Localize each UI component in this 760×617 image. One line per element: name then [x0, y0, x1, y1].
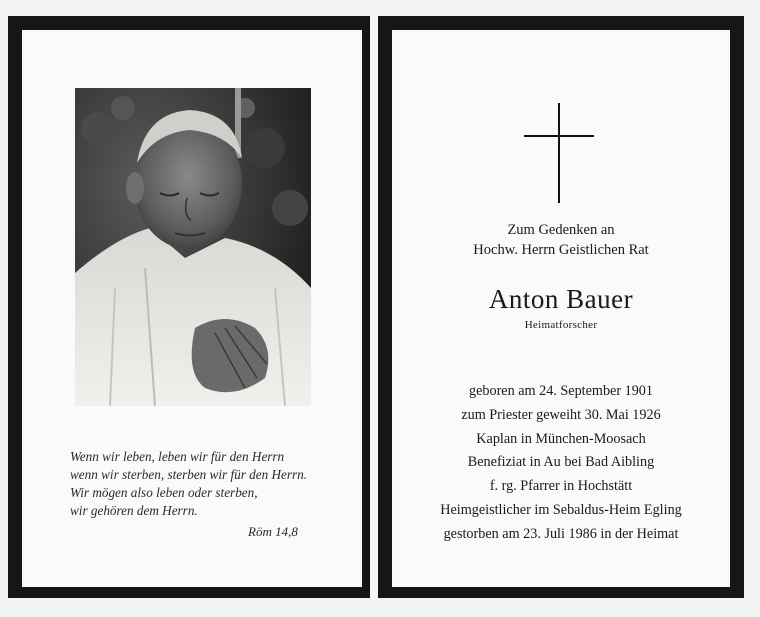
biography-line: zum Priester geweiht 30. Mai 1926	[461, 406, 661, 423]
biography-line: geboren am 24. September 1901	[469, 383, 653, 399]
scripture-quote	[70, 448, 360, 520]
quote-line: Wir mögen also leben oder sterben,	[70, 485, 258, 500]
portrait-illustration	[75, 88, 311, 406]
deceased-occupation: Heimatforscher	[524, 319, 598, 331]
right-card-border	[378, 16, 744, 598]
right-card	[392, 30, 730, 587]
memorial-line-1: Zum Gedenken an	[507, 222, 615, 238]
left-card-border	[8, 16, 370, 598]
memorial-heading	[392, 220, 730, 260]
biography-line: Kaplan in München-Moosach	[476, 430, 646, 447]
deceased-name: Anton Bauer	[488, 284, 634, 314]
quote-line: Wenn wir leben, leben wir für den Herrn	[70, 449, 285, 464]
cross-icon	[524, 103, 594, 203]
quote-line: wir gehören dem Herrn.	[70, 503, 198, 518]
portrait-photo	[75, 88, 311, 406]
biography-line: Heimgeistlicher im Sebaldus-Heim Egling	[440, 501, 682, 518]
quote-reference: Röm 14,8	[248, 524, 298, 539]
quote-line: wenn wir sterben, sterben wir für den Herrn.	[70, 467, 308, 482]
biography-line: Benefiziat in Au bei Bad Aibling	[467, 454, 655, 471]
biography	[392, 380, 730, 547]
memorial-line-2: Hochw. Herrn Geistlichen Rat	[473, 242, 649, 258]
biography-line: gestorben am 23. Juli 1986 in der Heimat	[443, 525, 679, 542]
left-card	[22, 30, 362, 587]
biography-line: f. rg. Pfarrer in Hochstätt	[489, 478, 633, 495]
